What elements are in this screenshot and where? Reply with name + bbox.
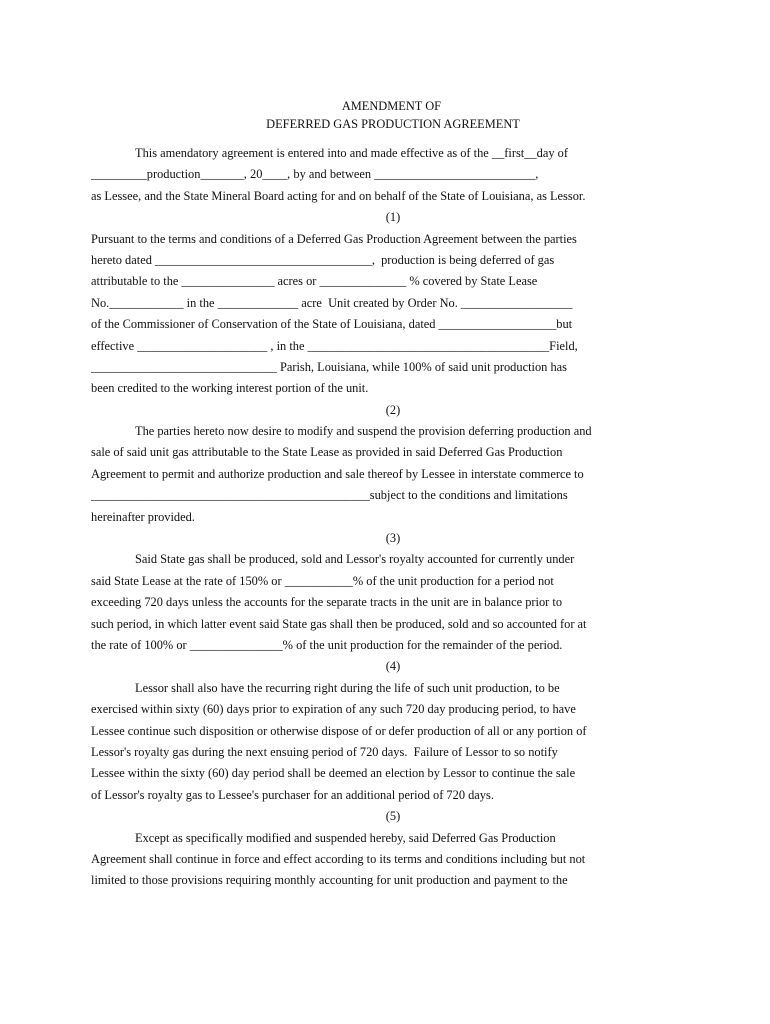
document-body — [91, 99, 695, 892]
section-number: (1) — [385, 210, 401, 225]
paragraph-line: exceeding 720 days unless the accounts for the separate tracts in the unit are in balance prior to — [91, 595, 563, 610]
paragraph-line: the rate of 100% or _______________% of the unit production for the remainder of the period. — [91, 637, 563, 652]
paragraph-line: been credited to the working interest portion of the unit. — [91, 381, 369, 396]
paragraph-line: No.____________ in the _____________ acre Unit created by Order No. __________________ — [91, 295, 573, 310]
paragraph-line: attributable to the _______________ acres or ______________ % covered by State Lease — [91, 274, 538, 289]
paragraph-line: Lessee within the sixty (60) day period shall be deemed an election by Lessor to continue the sale — [91, 766, 576, 781]
paragraph-line: Agreement to permit and authorize production and sale thereof by Lessee in interstate commerce to — [91, 466, 584, 481]
intro-line: as Lessee, and the State Mineral Board acting for and on behalf of the State of Louisiana, as Lessor. — [91, 188, 586, 203]
title-line-1: AMENDMENT OF — [341, 99, 445, 113]
intro-line: _________production_______, 20____, by and between __________________________, — [91, 167, 539, 182]
intro-line: This amendatory agreement is entered into and made effective as of the __first__day of — [135, 146, 568, 160]
paragraph-line: ______________________________ Parish, Louisiana, while 100% of said unit production has — [91, 359, 567, 374]
paragraph-line: limited to those provisions requiring monthly accounting for unit production and payment to the — [91, 873, 568, 888]
section-number: (4) — [385, 659, 401, 674]
title-line-2: DEFERRED GAS PRODUCTION AGREEMENT — [266, 117, 520, 131]
paragraph-line: said State Lease at the rate of 150% or ___________% of the unit production for a period not — [91, 573, 554, 588]
paragraph-line: of the Commissioner of Conservation of the State of Louisiana, dated ___________________but — [91, 317, 573, 332]
paragraph-line: such period, in which latter event said State gas shall then be produced, sold and so accounted for at — [91, 616, 587, 631]
paragraph-line: of Lessor's royalty gas to Lessee's purchaser for an additional period of 720 days. — [91, 787, 494, 802]
paragraph-line: sale of said unit gas attributable to the State Lease as provided in said Deferred Gas Production — [91, 445, 563, 460]
section-number: (5) — [385, 809, 401, 824]
paragraph-line: Said State gas shall be produced, sold and Lessor's royalty accounted for currently under — [135, 552, 575, 567]
paragraph-line: Lessor shall also have the recurring right during the life of such unit production, to be — [135, 680, 560, 695]
paragraph-line: Agreement shall continue in force and effect according to its terms and conditions including but not — [91, 851, 586, 866]
paragraph-line: Lessee continue such disposition or otherwise dispose of or defer production of all or any portion of — [91, 723, 587, 738]
section-number: (2) — [385, 402, 401, 417]
paragraph-line: _____________________________________________subject to the conditions and limitations — [91, 488, 568, 503]
paragraph-line: Except as specifically modified and suspended hereby, said Deferred Gas Production — [135, 830, 556, 845]
paragraph-line: hereto dated ___________________________________, production is being deferred of gas — [91, 252, 555, 267]
paragraph-line: Lessor's royalty gas during the next ensuing period of 720 days. Failure of Lessor to so notify — [91, 744, 558, 759]
paragraph-line: hereinafter provided. — [91, 509, 195, 524]
paragraph-line: exercised within sixty (60) days prior to expiration of any such 720 day producing period, to have — [91, 702, 576, 717]
paragraph-line: Pursuant to the terms and conditions of a Deferred Gas Production Agreement between the parties — [91, 231, 577, 246]
paragraph-line: effective _____________________ , in the _______________________________________Field, — [91, 338, 578, 353]
paragraph-line: The parties hereto now desire to modify and suspend the provision deferring production and — [135, 424, 592, 439]
section-number: (3) — [385, 531, 401, 546]
